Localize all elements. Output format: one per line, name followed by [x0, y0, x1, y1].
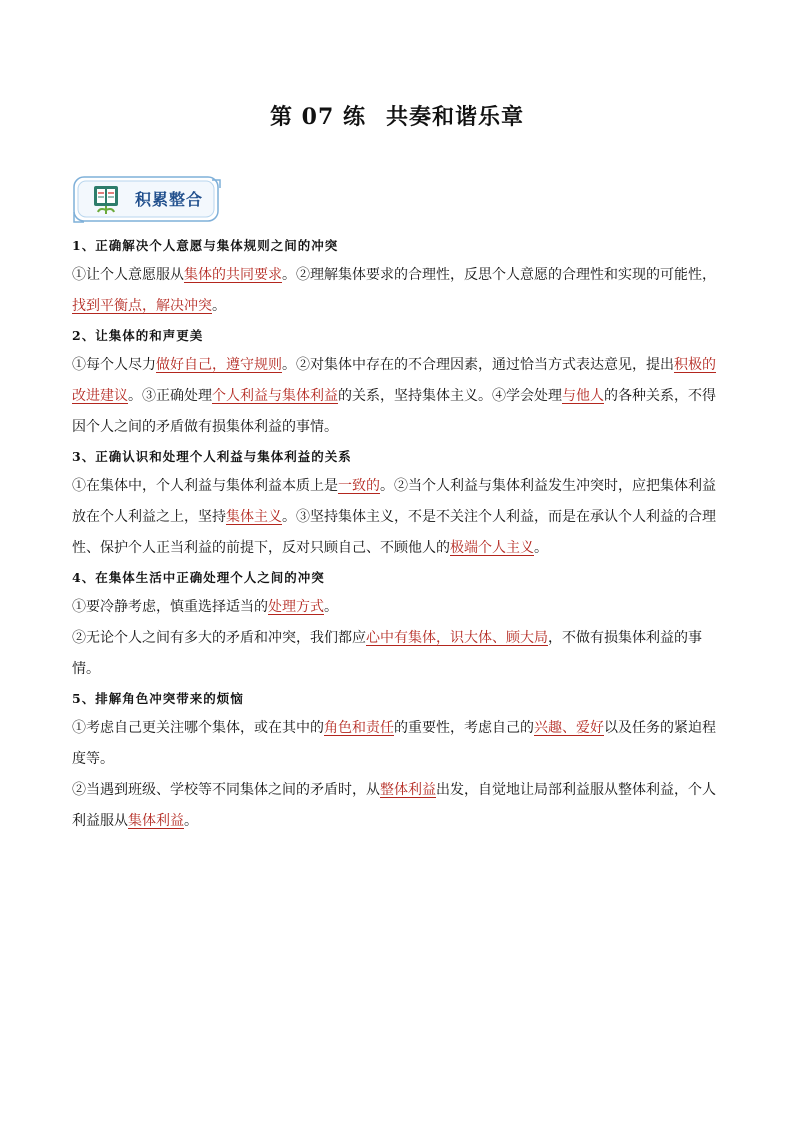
content-body	[72, 236, 722, 841]
section-3	[72, 447, 722, 564]
key-point: 做好自己，遵守规则	[156, 357, 282, 373]
section-heading: 5、排解角色冲突带来的烦恼	[72, 691, 244, 706]
page-title	[0, 100, 794, 131]
key-point: 心中有集体，识大体、顾大局	[366, 630, 548, 646]
key-point: 与他人	[562, 388, 604, 404]
paragraph: ①在集体中，个人利益与集体利益本质上是一致的。②当个人利益与集体利益发生冲突时，应把集体利益放在个人利益之上，坚持集体主义。③坚持集体主义，不是不关注个人利益，而是在承认个人利益的合理性、保护个人正当利益的前提下，反对只顾自己、不顾他人的极端个人主义。	[72, 478, 716, 556]
paragraph: ①每个人尽力做好自己，遵守规则。②对集体中存在的不合理因素，通过恰当方式表达意见，提出积极的改进建议。③正确处理个人利益与集体利益的关系，坚持集体主义。④学会处理与他人的各种关系，不得因个人之间的矛盾做有损集体利益的事情。	[72, 357, 716, 435]
paragraph: ②当遇到班级、学校等不同集体之间的矛盾时，从整体利益出发，自觉地让局部利益服从整体利益，个人利益服从集体利益。	[72, 782, 716, 829]
paragraph: ②无论个人之间有多大的矛盾和冲突，我们都应心中有集体，识大体、顾大局，不做有损集体利益的事情。	[72, 630, 702, 677]
section-1	[72, 236, 722, 322]
key-point: 处理方式	[268, 599, 324, 615]
badge-label: 积累整合	[135, 190, 204, 209]
key-point: 兴趣、爱好	[534, 720, 604, 736]
key-point: 集体利益	[128, 813, 184, 829]
section-heading: 3、正确认识和处理个人利益与集体利益的关系	[72, 449, 352, 464]
title-lesson-number: 第 07 练	[270, 104, 366, 130]
section-5	[72, 689, 722, 837]
paragraph: ①让个人意愿服从集体的共同要求。②理解集体要求的合理性，反思个人意愿的合理性和实现的可能性，找到平衡点，解决冲突。	[72, 267, 716, 314]
paragraph: ①考虑自己更关注哪个集体，或在其中的角色和责任的重要性，考虑自己的兴趣、爱好以及任务的紧迫程度等。	[72, 720, 716, 767]
key-point: 找到平衡点，解决冲突	[72, 298, 212, 314]
key-point: 集体主义	[226, 509, 282, 525]
key-point: 角色和责任	[324, 720, 394, 736]
section-2	[72, 326, 722, 443]
section-heading: 1、正确解决个人意愿与集体规则之间的冲突	[72, 238, 339, 253]
section-4	[72, 568, 722, 685]
paragraph: ①要冷静考虑，慎重选择适当的处理方式。	[72, 599, 338, 615]
key-point: 个人利益与集体利益	[212, 388, 338, 404]
key-point: 积极的改进建议	[72, 357, 716, 404]
key-point: 极端个人主义	[450, 540, 534, 556]
section-heading: 4、在集体生活中正确处理个人之间的冲突	[72, 570, 325, 585]
key-point: 集体的共同要求	[184, 267, 282, 283]
section-heading: 2、让集体的和声更美	[72, 328, 204, 343]
key-point: 整体利益	[380, 782, 436, 798]
key-point: 一致的	[338, 478, 380, 494]
title-lesson-name: 共奏和谐乐章	[385, 104, 524, 130]
